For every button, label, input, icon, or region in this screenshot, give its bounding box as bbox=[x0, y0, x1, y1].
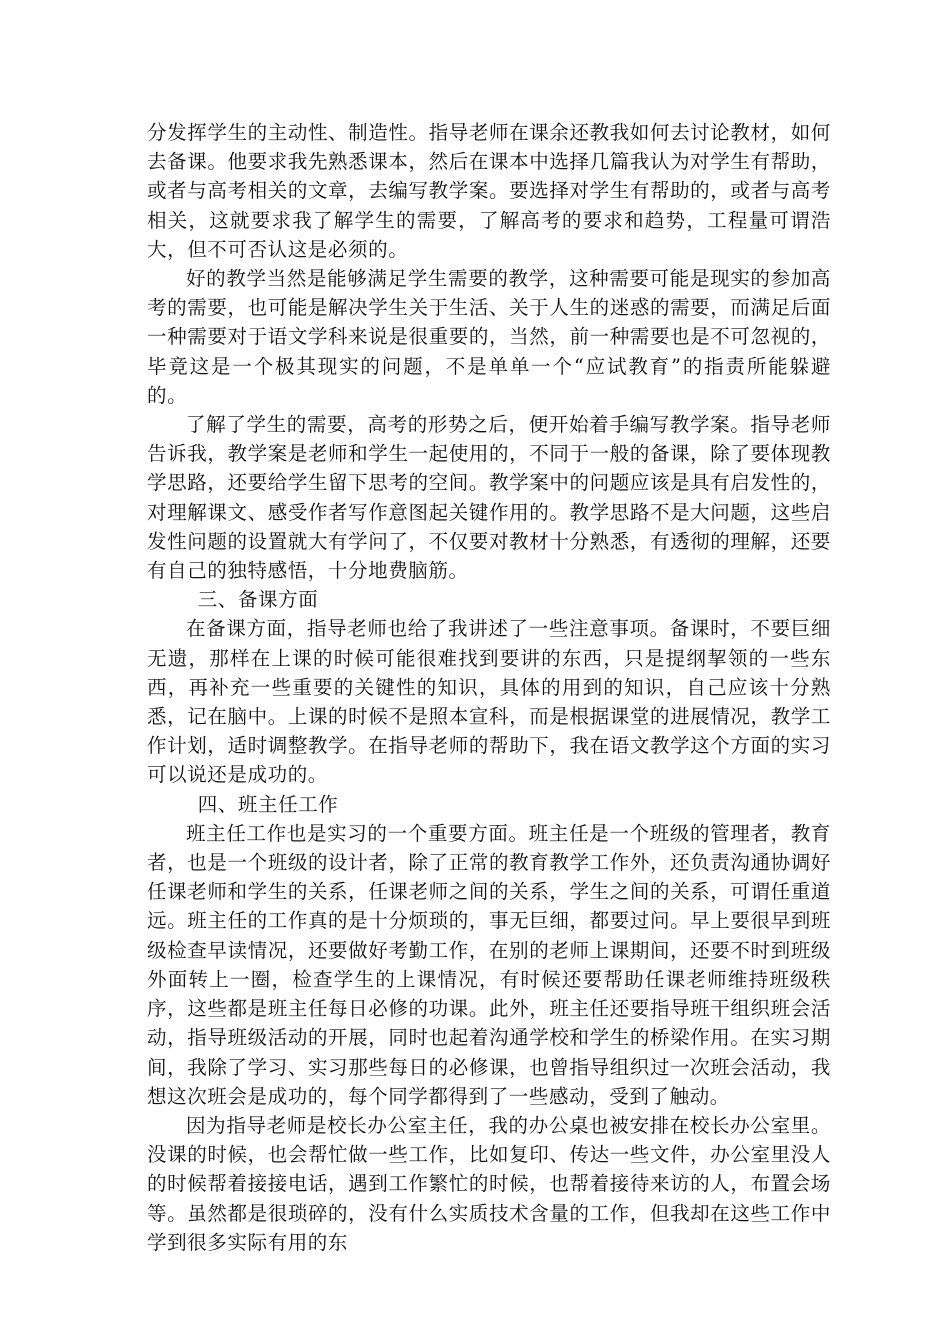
paragraph-office-work: 因为指导老师是校长办公室主任，我的办公桌也被安排在校长办公室里。没课的时候，也会帮忙做一些工作，比如复印、传达一些文件，办公室里没人的时候帮着接接电话，遇到工作繁忙的时候，也帮着接待来访的人，布置会场等。虽然都是很琐碎的，没有什么实质技术含量的工作，但我却在这些工作中学到很多实际有用的东 bbox=[147, 1113, 831, 1254]
section-heading-head-teacher: 四、班主任工作 bbox=[197, 792, 339, 816]
paragraph-head-teacher: 班主任工作也是实习的一个重要方面。班主任是一个班级的管理者，教育者，也是一个班级的设计者，除了正常的教育教学工作外，还负责沟通协调好任课老师和学生的关系，任课老师之间的关系，学生之间的关系，可谓任重道远。班主任的工作真的是十分烦琐的，事无巨细，都要过问。早上要很早到班级检查早读情况，还要做好考勤工作，在别的老师上课期间，还要不时到班级外面转上一圈，检查学生的上课情况，有时候还要帮助任课老师维持班级秩序，这些都是班主任每日必修的功课。此外，班主任还要指导班干组织班会活动，指导班级活动的开展，同时也起着沟通学校和学生的桥梁作用。在实习期间，我除了学习、实习那些每日的必修课，也曾指导组织过一次班会活动，我想这次班会是成功的，每个同学都得到了一些感动，受到了触动。 bbox=[147, 821, 831, 1108]
paragraph-lesson-prep: 在备课方面，指导老师也给了我讲述了一些注意事项。备课时，不要巨细无遗，那样在上课的时候可能很难找到要讲的东西，只是提纲挈领的一些东西，再补充一些重要的关键性的知识，具体的用到的知识，自己应该十分熟悉，记在脑中。上课的时候不是照本宣科，而是根据课堂的进展情况，教学工作计划，适时调整教学。在指导老师的帮助下，我在语文教学这个方面的实习可以说还是成功的。 bbox=[147, 617, 831, 787]
document-body bbox=[147, 118, 831, 1257]
paragraph-teaching-needs: 好的教学当然是能够满足学生需要的教学，这种需要可能是现实的参加高考的需要，也可能是解决学生关于生活、关于人生的迷惑的需要，而满足后面一种需要对于语文学科来说是很重要的，当然，前一种需要也是不可忽视的，毕竟这是一个极其现实的问题，不是单单一个“应试教育”的指责所能躲避的。 bbox=[147, 267, 831, 407]
paragraph-lesson-plan: 了解了学生的需要，高考的形势之后，便开始着手编写教学案。指导老师告诉我，教学案是老师和学生一起使用的，不同于一般的备课，除了要体现教学思路，还要给学生留下思考的空间。教学案中的问题应该是具有启发性的，对理解课文、感受作者写作意图起关键作用的。教学思路不是大问题，这些启发性问题的设置就大有学问了，不仅要对教材十分熟悉，有透彻的理解，还要有自己的独特感悟，十分地费脑筋。 bbox=[147, 413, 831, 583]
paragraph-continuation: 分发挥学生的主动性、制造性。指导老师在课余还教我如何去讨论教材，如何去备课。他要求我先熟悉课本，然后在课本中选择几篇我认为对学生有帮助，或者与高考相关的文章，去编写教学案。要选择对学生有帮助的，或者与高考相关，这就要求我了解学生的需要，了解高考的要求和趋势，工程量可谓浩大，但不可否认这是必须的。 bbox=[147, 121, 831, 261]
section-heading-lesson-prep: 三、备课方面 bbox=[197, 588, 319, 612]
